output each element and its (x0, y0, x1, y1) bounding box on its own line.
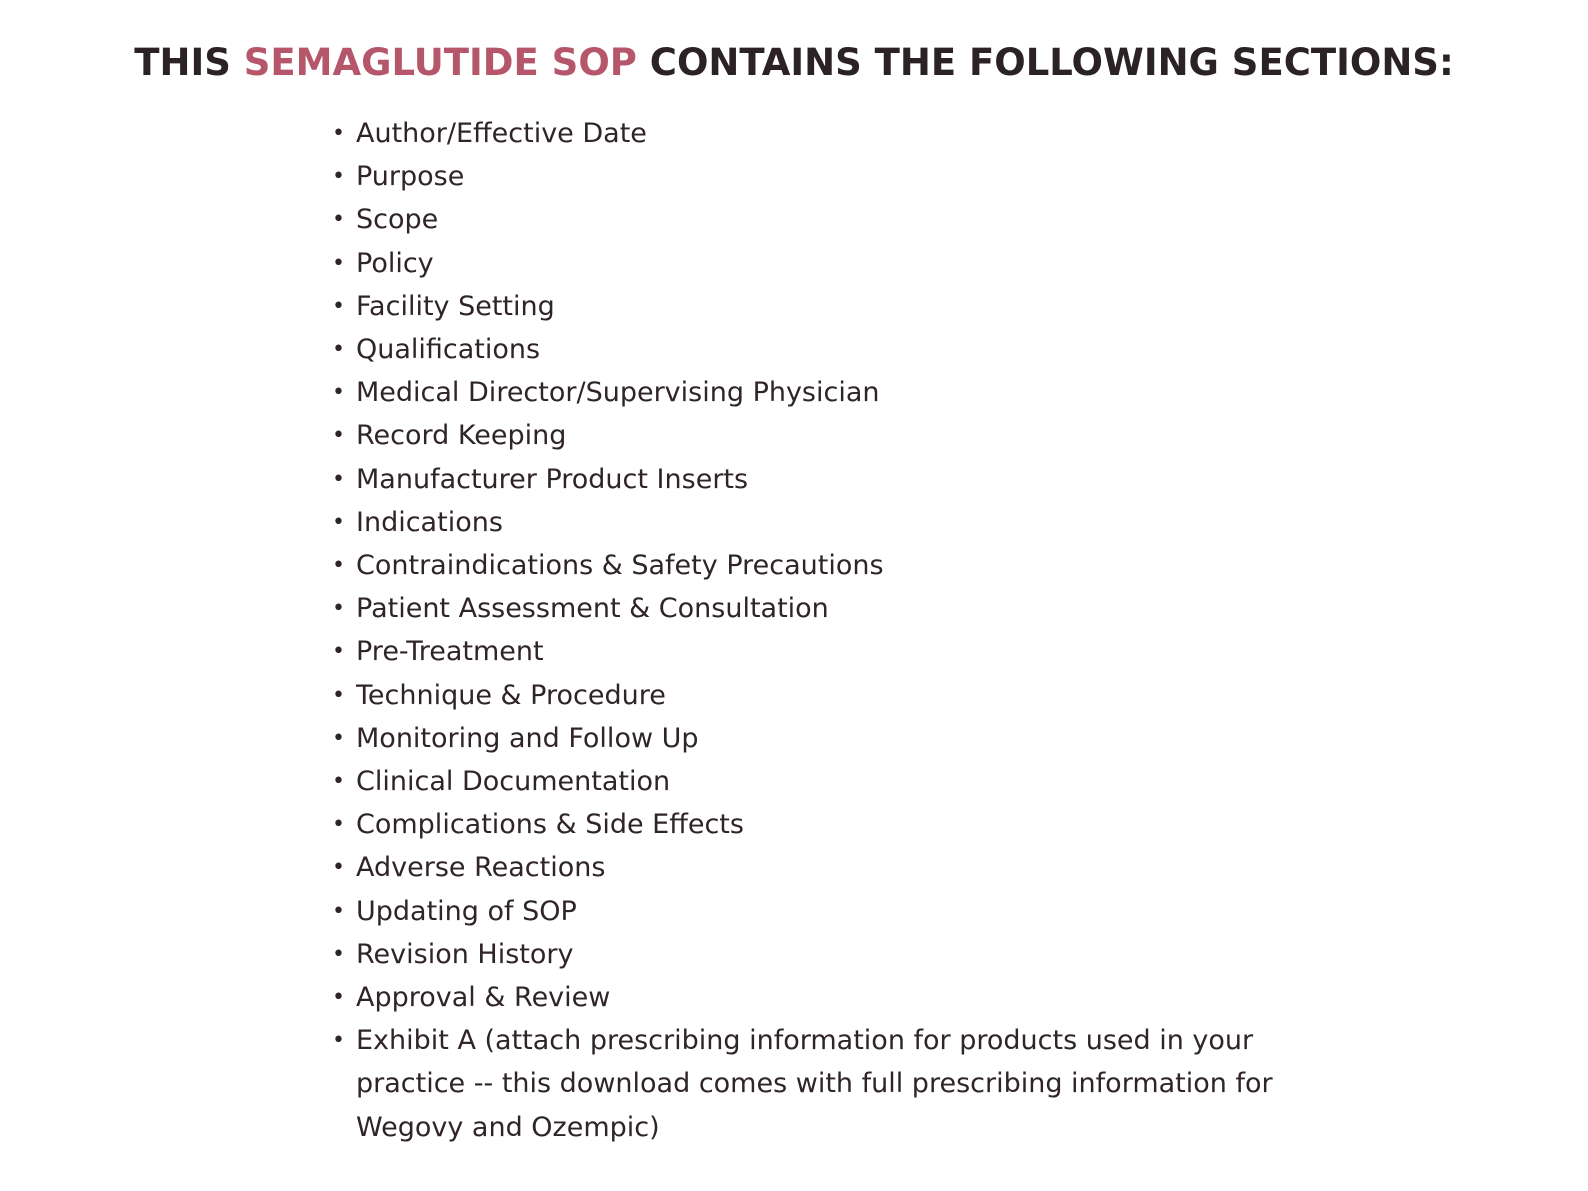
list-item (332, 803, 1332, 846)
list-item-label: Medical Director/Supervising Physician (356, 377, 880, 409)
list-item (332, 846, 1332, 889)
list-item (332, 630, 1332, 673)
bullet-icon: • (332, 293, 345, 319)
list-item-label: Indications (356, 506, 503, 538)
list-item-label: Facility Setting (356, 290, 555, 322)
list-item (332, 242, 1332, 285)
list-item-label: Patient Assessment & Consultation (356, 593, 829, 625)
bullet-icon: • (332, 380, 345, 406)
bullet-icon: • (332, 164, 345, 190)
list-item (332, 328, 1332, 371)
sections-list (332, 112, 1332, 1149)
bullet-icon: • (332, 1028, 345, 1054)
title-accent: SEMAGLUTIDE SOP (243, 41, 637, 84)
bullet-icon: • (332, 596, 345, 622)
list-item (332, 890, 1332, 933)
bullet-icon: • (332, 682, 345, 708)
bullet-icon: • (332, 769, 345, 795)
page-title (0, 38, 1588, 88)
list-item (332, 501, 1332, 544)
list-item-label: Record Keeping (356, 420, 567, 452)
list-item (332, 285, 1332, 328)
list-item-label: Author/Effective Date (356, 118, 647, 149)
list-item (332, 976, 1332, 1019)
bullet-icon: • (332, 250, 345, 276)
bullet-icon: • (332, 812, 345, 838)
list-item (332, 1019, 1332, 1149)
list-item (332, 155, 1332, 198)
list-item (332, 458, 1332, 501)
list-item-label: Contraindications & Safety Precautions (356, 550, 884, 582)
list-item-label: Exhibit A (attach prescribing information for products used in your practice -- this download comes with full prescribing information for Wegovy and Ozempic) (356, 1025, 1273, 1143)
bullet-icon: • (332, 207, 345, 233)
bullet-icon: • (332, 423, 345, 449)
bullet-icon: • (332, 639, 345, 665)
bullet-icon: • (332, 985, 345, 1011)
list-item (332, 717, 1332, 760)
list-item-label: Approval & Review (356, 982, 611, 1014)
list-item-label: Qualifications (356, 334, 541, 366)
list-item-label: Clinical Documentation (356, 766, 671, 798)
list-item-label: Adverse Reactions (356, 852, 606, 884)
bullet-icon: • (332, 121, 345, 146)
title-prefix: THIS (134, 41, 231, 84)
bullet-icon: • (332, 509, 345, 535)
list-item (332, 760, 1332, 803)
list-item (332, 933, 1332, 976)
bullet-icon: • (332, 855, 345, 881)
title-suffix: CONTAINS THE FOLLOWING SECTIONS: (649, 41, 1454, 84)
list-item-label: Pre-Treatment (356, 636, 544, 668)
list-item-label: Purpose (356, 161, 465, 193)
list-item (332, 674, 1332, 717)
list-item-label: Technique & Procedure (356, 679, 666, 711)
bullet-icon: • (332, 725, 345, 751)
list-item-label: Policy (356, 247, 434, 279)
list-item-label: Scope (356, 204, 439, 236)
list-item (332, 544, 1332, 587)
list-item-label: Manufacturer Product Inserts (356, 463, 749, 495)
bullet-icon: • (332, 466, 345, 492)
list-item-label: Updating of SOP (356, 895, 577, 927)
list-item-label: Monitoring and Follow Up (356, 722, 699, 754)
list-item-label: Revision History (356, 938, 574, 970)
list-item (332, 198, 1332, 241)
list-item (332, 414, 1332, 457)
bullet-icon: • (332, 337, 345, 363)
list-item-label: Complications & Side Effects (356, 809, 744, 841)
list-item (332, 371, 1332, 414)
bullet-icon: • (332, 941, 345, 967)
bullet-icon: • (332, 553, 345, 579)
bullet-icon: • (332, 898, 345, 924)
list-item (332, 112, 1332, 155)
list-item (332, 587, 1332, 630)
